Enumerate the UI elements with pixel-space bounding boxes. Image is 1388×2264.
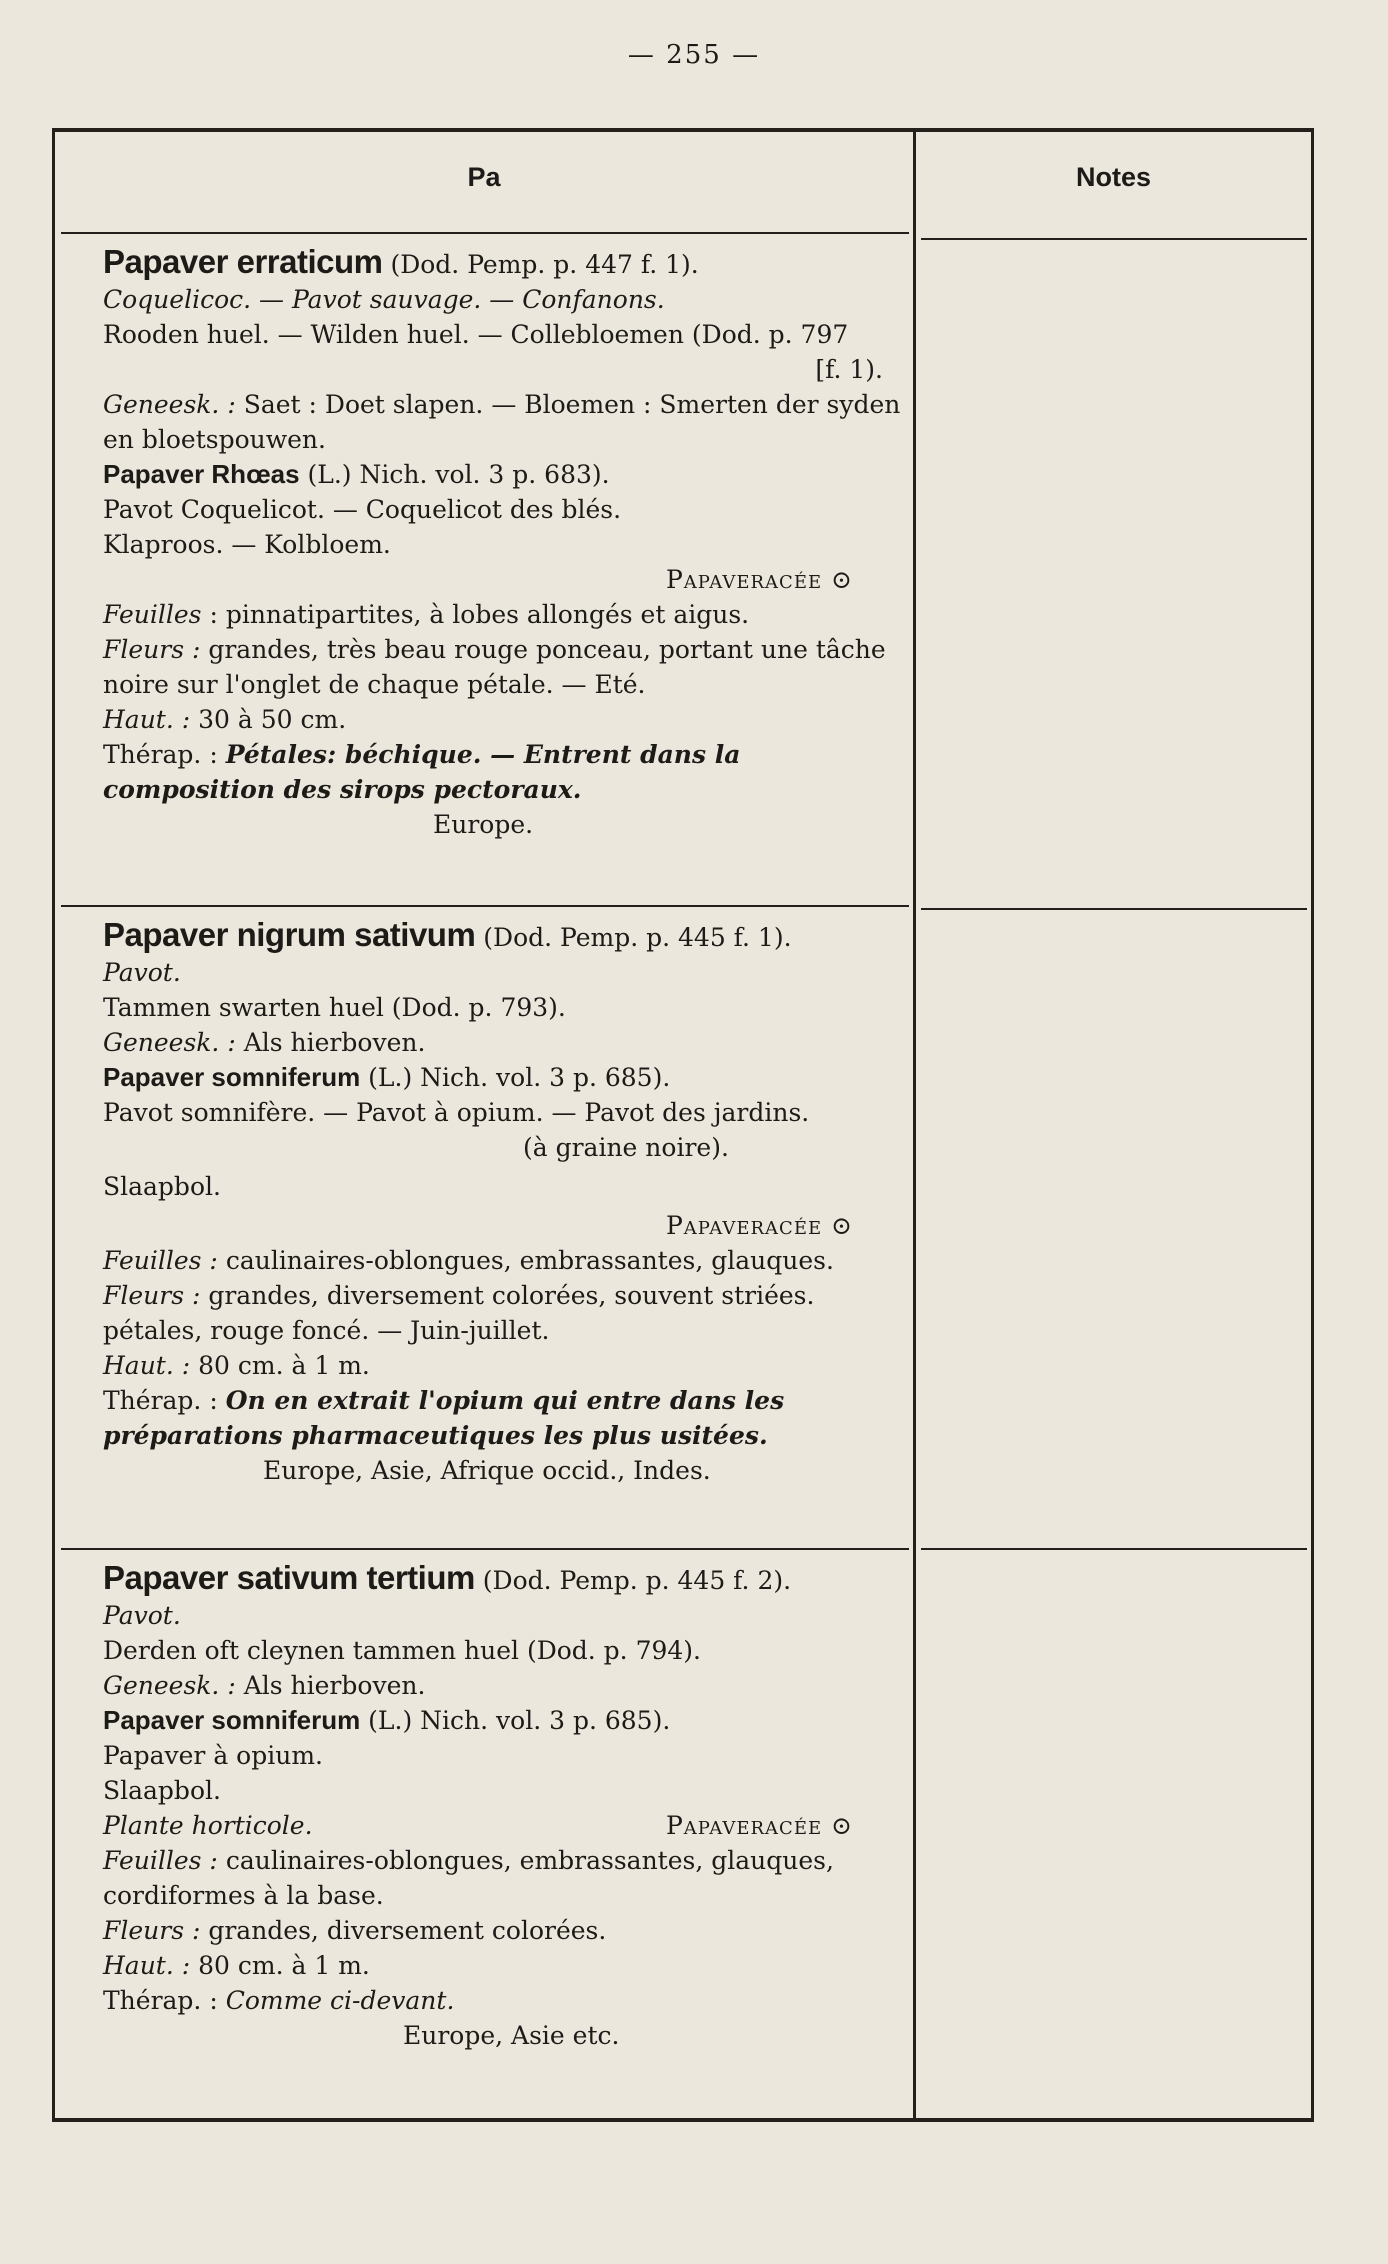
french-names: Pavot somnifère. — Pavot à opium. — Pavot des jardins.: [103, 1098, 810, 1127]
therap-text: Comme ci-devant.: [225, 1986, 455, 2015]
therap-text: On en extrait l'opium qui entre dans les préparations pharmaceutiques les plus usitées.: [103, 1386, 785, 1450]
entry-reference: (Dod. Pemp. p. 445 f. 1).: [483, 923, 792, 952]
flemish-names: Rooden huel. — Wilden huel. — Collebloemen (Dod. p. 797: [103, 320, 849, 349]
common-names: Pavot.: [103, 1601, 181, 1630]
flemish-names: Derden oft cleynen tammen huel (Dod. p. 794).: [103, 1636, 701, 1665]
therap-label: Thérap. :: [103, 740, 218, 769]
flemish-names-cont: [f. 1).: [815, 355, 883, 384]
binomial-ref: (L.) Nich. vol. 3 p. 683).: [307, 460, 610, 489]
geneesk-text: Als hierboven.: [243, 1028, 426, 1057]
dutch-names: Slaapbol.: [103, 1172, 221, 1201]
table-frame: [52, 128, 1314, 2122]
family-label: Papaveracée ⊙: [665, 565, 853, 594]
geneesk-text: Als hierboven.: [243, 1671, 426, 1700]
french-names: Pavot Coquelicot. — Coquelicot des blés.: [103, 495, 622, 524]
binomial-ref: (L.) Nich. vol. 3 p. 685).: [368, 1063, 671, 1092]
fleurs-label: Fleurs :: [103, 635, 201, 664]
entry-reference: (Dod. Pemp. p. 447 f. 1).: [390, 250, 699, 279]
therap-label: Thérap. :: [103, 1986, 218, 2015]
region: Europe, Asie, Afrique occid., Indes.: [263, 1456, 711, 1485]
page-number: — 255 —: [627, 40, 761, 70]
feuilles-text: caulinaires-oblongues, embrassantes, glauques, cordiformes à la base.: [103, 1846, 834, 1910]
dutch-names: Klaproos. — Kolbloem.: [103, 530, 391, 559]
geneesk-label: Geneesk. :: [103, 390, 236, 419]
binomial: Papaver Rhœas: [103, 459, 300, 489]
binomial-ref: (L.) Nich. vol. 3 p. 685).: [368, 1706, 671, 1735]
entry-rule-1-left: [61, 905, 909, 907]
haut-text: 80 cm. à 1 m.: [198, 1351, 370, 1380]
haut-text: 80 cm. à 1 m.: [198, 1951, 370, 1980]
haut-label: Haut. :: [103, 1951, 191, 1980]
haut-label: Haut. :: [103, 705, 191, 734]
header-rule-right: [921, 238, 1307, 240]
entry-rule-1-right: [921, 908, 1307, 910]
entry-reference: (Dod. Pemp. p. 445 f. 2).: [482, 1566, 792, 1595]
feuilles-label: Feuilles :: [103, 1246, 218, 1275]
common-names: Coquelicoc. — Pavot sauvage. — Confanons.: [103, 285, 665, 314]
french-names: Papaver à opium.: [103, 1741, 323, 1770]
fleurs-text: grandes, diversement colorées, souvent striées. pétales, rouge foncé. — Juin-juillet.: [103, 1281, 815, 1345]
feuilles-text: : pinnatipartites, à lobes allongés et aigus.: [209, 600, 750, 629]
fleurs-text: grandes, diversement colorées.: [208, 1916, 607, 1945]
french-names-cont: (à graine noire).: [523, 1133, 729, 1162]
feuilles-text: caulinaires-oblongues, embrassantes, glauques.: [225, 1246, 834, 1275]
geneesk-text: Saet : Doet slapen. — Bloemen : Smerten der syden en bloetspouwen.: [103, 390, 901, 454]
feuilles-label: Feuilles :: [103, 1846, 218, 1875]
binomial: Papaver somniferum: [103, 1705, 361, 1735]
common-names: Pavot.: [103, 958, 181, 987]
family-label: Papaveracée ⊙: [665, 1811, 853, 1840]
header-rule-left: [61, 232, 909, 234]
fleurs-text: grandes, très beau rouge ponceau, portant une tâche noire sur l'onglet de chaque pétale. — Eté.: [103, 635, 886, 699]
entry-rule-2-right: [921, 1548, 1307, 1550]
geneesk-label: Geneesk. :: [103, 1028, 236, 1057]
feuilles-label: Feuilles: [103, 600, 202, 629]
fleurs-label: Fleurs :: [103, 1281, 201, 1310]
binomial: Papaver somniferum: [103, 1062, 361, 1092]
family-label: Papaveracée ⊙: [665, 1211, 853, 1240]
entry-papaver-nigrum-sativum: [73, 917, 903, 1488]
therap-text: Pétales: béchique. — Entrent dans la composition des sirops pectoraux.: [103, 740, 741, 804]
entry-papaver-erraticum: [73, 244, 903, 842]
entry-papaver-sativum-tertium: [73, 1560, 903, 2053]
haut-text: 30 à 50 cm.: [198, 705, 347, 734]
entry-rule-2-left: [61, 1548, 909, 1550]
haut-label: Haut. :: [103, 1351, 191, 1380]
region: Europe, Asie etc.: [403, 2021, 620, 2050]
column-divider: [913, 132, 916, 2118]
geneesk-label: Geneesk. :: [103, 1671, 236, 1700]
column-header-pa: Pa: [467, 162, 501, 192]
column-header-notes: Notes: [1075, 162, 1151, 192]
plante-note: Plante horticole.: [103, 1811, 313, 1840]
entry-title: Papaver sativum tertium: [103, 1559, 475, 1596]
entry-title: Papaver nigrum sativum: [103, 916, 476, 953]
dutch-names: Slaapbol.: [103, 1776, 221, 1805]
flemish-names: Tammen swarten huel (Dod. p. 793).: [103, 993, 566, 1022]
entry-title: Papaver erraticum: [103, 243, 383, 280]
therap-label: Thérap. :: [103, 1386, 218, 1415]
fleurs-label: Fleurs :: [103, 1916, 201, 1945]
region: Europe.: [433, 810, 534, 839]
